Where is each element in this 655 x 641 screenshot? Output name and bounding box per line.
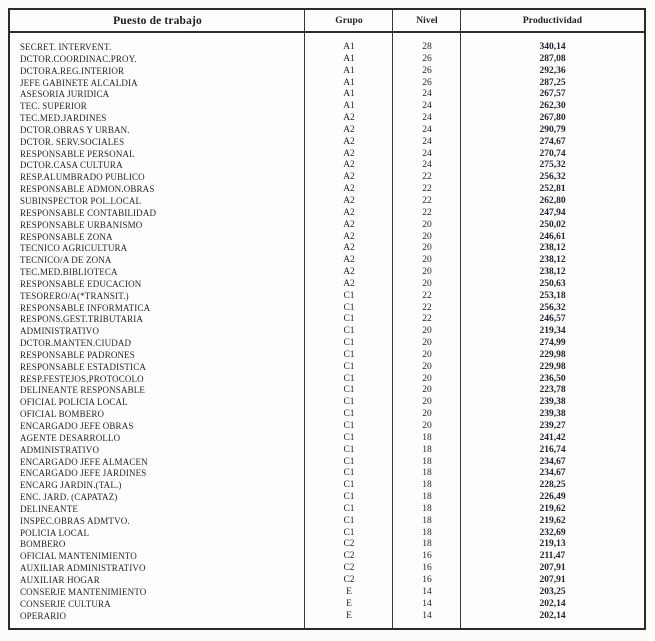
table-row <box>10 445 644 457</box>
cell-grupo: E <box>346 610 352 621</box>
cell-grupo: A1 <box>343 89 355 100</box>
cell-puesto: INSPEC.OBRAS ADMTVO. <box>20 515 130 526</box>
cell-nivel: 26 <box>422 65 432 76</box>
cell-puesto: RESP.ALUMBRADO PUBLICO <box>20 172 145 183</box>
cell-nivel: 20 <box>422 409 432 420</box>
table-row <box>10 599 644 611</box>
cell-grupo: A2 <box>343 219 355 230</box>
table-row <box>10 326 644 338</box>
cell-nivel: 20 <box>422 231 432 242</box>
cell-puesto: ENCARGADO JEFE OBRAS <box>20 421 134 431</box>
table-row <box>10 196 644 208</box>
table-row <box>10 137 644 149</box>
cell-puesto: DCTOR.OBRAS Y URBAN. <box>20 124 130 135</box>
table-row <box>10 539 644 551</box>
cell-nivel: 20 <box>422 349 432 360</box>
cell-prod: 256,32 <box>539 172 566 183</box>
cell-grupo: C1 <box>343 338 355 349</box>
cell-nivel: 18 <box>422 468 432 479</box>
cell-nivel: 22 <box>422 184 432 195</box>
column-separator-2 <box>392 10 393 628</box>
cell-puesto: POLICIA LOCAL <box>20 527 90 538</box>
cell-prod: 250,63 <box>539 278 566 289</box>
cell-puesto: DELINEANTE <box>20 503 78 514</box>
table-row <box>10 516 644 528</box>
cell-nivel: 22 <box>422 195 432 206</box>
cell-prod: 250,02 <box>539 219 566 230</box>
cell-puesto: RESPONSABLE EDUCACION <box>20 278 142 289</box>
table-row <box>10 350 644 362</box>
cell-grupo: A2 <box>343 136 355 147</box>
cell-prod: 247,94 <box>539 207 566 218</box>
cell-grupo: A2 <box>343 207 355 218</box>
cell-prod: 239,38 <box>539 397 566 408</box>
cell-prod: 270,74 <box>539 148 566 159</box>
cell-nivel: 24 <box>422 160 432 171</box>
table-row <box>10 125 644 137</box>
cell-grupo: A2 <box>343 278 355 289</box>
cell-grupo: A2 <box>343 255 355 266</box>
cell-puesto: RESPONS.GEST.TRIBUTARIA <box>20 314 144 325</box>
table-row <box>10 433 644 445</box>
cell-puesto: RESPONSABLE CONTABILIDAD <box>20 207 157 218</box>
cell-prod: 234,67 <box>539 456 566 467</box>
cell-grupo: C1 <box>343 503 355 514</box>
cell-nivel: 28 <box>422 42 432 52</box>
cell-grupo: C2 <box>343 574 355 585</box>
cell-puesto: AUXILIAR HOGAR <box>20 574 100 585</box>
cell-prod: 287,25 <box>539 77 566 88</box>
cell-nivel: 26 <box>422 77 432 88</box>
cell-prod: 228,25 <box>539 480 566 491</box>
cell-grupo: C1 <box>343 385 355 396</box>
cell-puesto: BOMBERO <box>20 539 66 550</box>
cell-puesto: DCTOR.CASA CULTURA <box>20 160 123 171</box>
cell-nivel: 18 <box>422 456 432 467</box>
table-row <box>10 374 644 386</box>
cell-puesto: RESPONSABLE INFORMATICA <box>20 302 151 313</box>
cell-nivel: 20 <box>422 421 432 431</box>
cell-prod: 202,14 <box>539 610 566 621</box>
cell-grupo: C1 <box>343 397 355 408</box>
cell-grupo: A2 <box>343 124 355 135</box>
table-row <box>10 551 644 563</box>
table-row <box>10 255 644 267</box>
cell-grupo: C1 <box>343 361 355 372</box>
cell-nivel: 20 <box>422 397 432 408</box>
cell-puesto: ENCARGADO JEFE ALMACEN <box>20 456 148 467</box>
cell-nivel: 20 <box>422 278 432 289</box>
table-row <box>10 279 644 291</box>
cell-nivel: 18 <box>422 539 432 550</box>
cell-grupo: C1 <box>343 349 355 360</box>
cell-nivel: 24 <box>422 124 432 135</box>
table-row <box>10 409 644 421</box>
cell-puesto: RESPONSABLE ESTADISTICA <box>20 361 146 372</box>
cell-nivel: 18 <box>422 492 432 503</box>
cell-puesto: ENCARG JARDIN.(TAL.) <box>20 480 122 491</box>
table-row <box>10 54 644 66</box>
cell-nivel: 20 <box>422 361 432 372</box>
cell-nivel: 20 <box>422 373 432 384</box>
cell-grupo: C1 <box>343 527 355 538</box>
cell-prod: 211,47 <box>539 551 566 562</box>
cell-prod: 246,61 <box>539 231 566 242</box>
cell-nivel: 16 <box>422 551 432 562</box>
table-row <box>10 208 644 220</box>
column-header-grupo: Grupo <box>335 15 363 26</box>
cell-nivel: 20 <box>422 219 432 230</box>
cell-puesto: TEC. SUPERIOR <box>20 101 87 112</box>
cell-grupo: C1 <box>343 444 355 455</box>
cell-grupo: C1 <box>343 326 355 337</box>
cell-prod: 340,14 <box>539 42 566 52</box>
cell-prod: 241,42 <box>539 432 566 443</box>
table-row <box>10 101 644 113</box>
table-row <box>10 267 644 279</box>
table-row <box>10 611 644 623</box>
table-row <box>10 160 644 172</box>
cell-prod: 226,49 <box>539 492 566 503</box>
cell-nivel: 20 <box>422 338 432 349</box>
cell-puesto: DCTOR. SERV.SOCIALES <box>20 136 125 147</box>
cell-nivel: 20 <box>422 255 432 266</box>
cell-puesto: TEC.MED.JARDINES <box>20 113 107 124</box>
table-row <box>10 172 644 184</box>
cell-nivel: 24 <box>422 148 432 159</box>
cell-grupo: E <box>346 598 352 609</box>
table-row <box>10 243 644 255</box>
cell-grupo: A2 <box>343 148 355 159</box>
table-row <box>10 303 644 315</box>
cell-nivel: 14 <box>422 610 432 621</box>
column-header-nivel: Nivel <box>416 15 438 26</box>
cell-grupo: A1 <box>343 77 355 88</box>
cell-puesto: ENC. JARD. (CAPATAZ) <box>20 492 118 503</box>
cell-prod: 253,18 <box>539 290 566 301</box>
table-row <box>10 563 644 575</box>
cell-prod: 236,50 <box>539 373 566 384</box>
table-row <box>10 575 644 587</box>
cell-nivel: 22 <box>422 314 432 325</box>
cell-prod: 238,12 <box>539 243 566 254</box>
cell-grupo: A2 <box>343 267 355 278</box>
column-header-puesto: Puesto de trabajo <box>113 14 202 27</box>
cell-prod: 292,36 <box>539 65 566 76</box>
cell-grupo: C2 <box>343 551 355 562</box>
table-row <box>10 149 644 161</box>
cell-puesto: TECNICO AGRICULTURA <box>20 243 128 254</box>
cell-puesto: AGENTE DESARROLLO <box>20 432 121 443</box>
cell-prod: 256,32 <box>539 302 566 313</box>
cell-grupo: C2 <box>343 539 355 550</box>
cell-prod: 262,30 <box>539 101 566 112</box>
table-row <box>10 220 644 232</box>
cell-puesto: RESPONSABLE ZONA <box>20 231 113 242</box>
table-row <box>10 397 644 409</box>
cell-prod: 203,25 <box>539 586 566 597</box>
cell-puesto: TECNICO/A DE ZONA <box>20 255 112 266</box>
cell-nivel: 24 <box>422 136 432 147</box>
table-row <box>10 528 644 540</box>
cell-grupo: A2 <box>343 113 355 124</box>
cell-grupo: C1 <box>343 409 355 420</box>
table-header-row <box>10 10 644 33</box>
cell-puesto: ADMINISTRATIVO <box>20 326 100 337</box>
cell-nivel: 14 <box>422 586 432 597</box>
table-row <box>10 232 644 244</box>
cell-prod: 207,91 <box>539 574 566 585</box>
cell-nivel: 18 <box>422 444 432 455</box>
cell-prod: 267,80 <box>539 113 566 124</box>
table-row <box>10 42 644 54</box>
cell-puesto: TESORERO/A(*TRANSIT.) <box>20 290 129 301</box>
cell-grupo: C1 <box>343 515 355 526</box>
cell-grupo: A1 <box>343 42 355 52</box>
cell-puesto: ADMINISTRATIVO <box>20 444 100 455</box>
cell-prod: 229,98 <box>539 361 566 372</box>
cell-prod: 219,62 <box>539 515 566 526</box>
cell-nivel: 22 <box>422 290 432 301</box>
cell-nivel: 20 <box>422 326 432 337</box>
cell-nivel: 22 <box>422 172 432 183</box>
cell-puesto: CONSERJE MANTENIMIENTO <box>20 586 147 597</box>
cell-puesto: ASESORIA JURIDICA <box>20 89 110 100</box>
cell-prod: 267,57 <box>539 89 566 100</box>
cell-prod: 207,91 <box>539 563 566 574</box>
cell-nivel: 22 <box>422 207 432 218</box>
cell-grupo: C1 <box>343 432 355 443</box>
cell-prod: 238,12 <box>539 267 566 278</box>
table-row <box>10 113 644 125</box>
cell-grupo: C1 <box>343 492 355 503</box>
cell-grupo: A1 <box>343 101 355 112</box>
cell-puesto: TEC.MED.BIBLIOTECA <box>20 267 118 278</box>
cell-grupo: A1 <box>343 65 355 76</box>
cell-grupo: A2 <box>343 172 355 183</box>
cell-puesto: SUBINSPECTOR POL.LOCAL <box>20 195 142 206</box>
table-row <box>10 492 644 504</box>
column-header-productividad: Productividad <box>522 15 583 26</box>
table-row <box>10 457 644 469</box>
cell-nivel: 18 <box>422 515 432 526</box>
cell-puesto: DELINEANTE RESPONSABLE <box>20 385 146 396</box>
cell-prod: 239,38 <box>539 409 566 420</box>
cell-puesto: ENCARGADO JEFE JARDINES <box>20 468 147 479</box>
cell-nivel: 24 <box>422 101 432 112</box>
cell-nivel: 14 <box>422 598 432 609</box>
cell-nivel: 18 <box>422 480 432 491</box>
cell-prod: 239,27 <box>539 421 566 431</box>
cell-nivel: 24 <box>422 113 432 124</box>
cell-nivel: 22 <box>422 302 432 313</box>
cell-prod: 275,32 <box>539 160 566 171</box>
cell-prod: 234,67 <box>539 468 566 479</box>
cell-grupo: C1 <box>343 302 355 313</box>
cell-grupo: A2 <box>343 195 355 206</box>
cell-nivel: 26 <box>422 53 432 64</box>
cell-nivel: 18 <box>422 503 432 514</box>
cell-puesto: SECRET. INTERVENT. <box>20 42 112 52</box>
cell-puesto: DCTOR.MANTEN.CIUDAD <box>20 338 132 349</box>
table-row <box>10 66 644 78</box>
cell-nivel: 20 <box>422 385 432 396</box>
cell-prod: 219,13 <box>539 539 566 550</box>
cell-puesto: DCTOR.COORDINAC.PROY. <box>20 53 137 64</box>
cell-prod: 290,79 <box>539 124 566 135</box>
column-separator-3 <box>460 10 461 628</box>
cell-puesto: RESP.FESTEJOS,PROTOCOLO <box>20 373 144 384</box>
cell-grupo: C1 <box>343 290 355 301</box>
cell-grupo: C1 <box>343 456 355 467</box>
cell-grupo: C1 <box>343 314 355 325</box>
cell-grupo: A2 <box>343 243 355 254</box>
cell-prod: 262,80 <box>539 195 566 206</box>
cell-prod: 287,08 <box>539 53 566 64</box>
cell-prod: 223,78 <box>539 385 566 396</box>
cell-nivel: 16 <box>422 574 432 585</box>
cell-grupo: C2 <box>343 563 355 574</box>
cell-puesto: RESPONSABLE ADMON.OBRAS <box>20 184 155 195</box>
cell-puesto: AUXILIAR ADMINISTRATIVO <box>20 563 146 574</box>
table-row <box>10 338 644 350</box>
table-row <box>10 587 644 599</box>
cell-nivel: 20 <box>422 243 432 254</box>
cell-puesto: RESPONSABLE URBANISMO <box>20 219 143 230</box>
cell-prod: 246,57 <box>539 314 566 325</box>
table-row <box>10 480 644 492</box>
table-row <box>10 421 644 433</box>
cell-prod: 274,67 <box>539 136 566 147</box>
table-row <box>10 78 644 90</box>
table-row <box>10 291 644 303</box>
cell-grupo: A2 <box>343 160 355 171</box>
cell-grupo: C1 <box>343 468 355 479</box>
table-row <box>10 89 644 101</box>
table-row <box>10 362 644 374</box>
cell-puesto: DCTORA.REG.INTERIOR <box>20 65 125 76</box>
cell-prod: 219,62 <box>539 503 566 514</box>
cell-prod: 219,34 <box>539 326 566 337</box>
productivity-table <box>8 8 646 630</box>
cell-grupo: A2 <box>343 231 355 242</box>
cell-puesto: OFICIAL POLICIA LOCAL <box>20 397 128 408</box>
table-row <box>10 314 644 326</box>
cell-puesto: OFICIAL BOMBERO <box>20 409 105 420</box>
cell-nivel: 18 <box>422 432 432 443</box>
cell-puesto: CONSERJE CULTURA <box>20 598 111 609</box>
table-row <box>10 468 644 480</box>
cell-grupo: C1 <box>343 480 355 491</box>
cell-nivel: 16 <box>422 563 432 574</box>
table-row <box>10 385 644 397</box>
cell-puesto: OPERARIO <box>20 610 67 621</box>
cell-puesto: JEFE GABINETE ALCALDIA <box>20 77 138 88</box>
cell-prod: 238,12 <box>539 255 566 266</box>
table-body <box>10 33 644 622</box>
cell-puesto: RESPONSABLE PERSONAL <box>20 148 135 159</box>
cell-prod: 216,74 <box>539 444 566 455</box>
table-row <box>10 184 644 196</box>
cell-prod: 274,99 <box>539 338 566 349</box>
cell-grupo: E <box>346 586 352 597</box>
cell-grupo: A1 <box>343 53 355 64</box>
cell-prod: 252,81 <box>539 184 566 195</box>
cell-puesto: RESPONSABLE PADRONES <box>20 349 135 360</box>
cell-prod: 229,98 <box>539 349 566 360</box>
cell-nivel: 20 <box>422 267 432 278</box>
cell-grupo: C1 <box>343 373 355 384</box>
column-separator-1 <box>304 10 305 628</box>
cell-nivel: 18 <box>422 527 432 538</box>
cell-grupo: A2 <box>343 184 355 195</box>
table-row <box>10 504 644 516</box>
cell-puesto: OFICIAL MANTENIMIENTO <box>20 551 137 562</box>
cell-prod: 232,69 <box>539 527 566 538</box>
cell-grupo: C1 <box>343 421 355 431</box>
cell-nivel: 24 <box>422 89 432 100</box>
cell-prod: 202,14 <box>539 598 566 609</box>
